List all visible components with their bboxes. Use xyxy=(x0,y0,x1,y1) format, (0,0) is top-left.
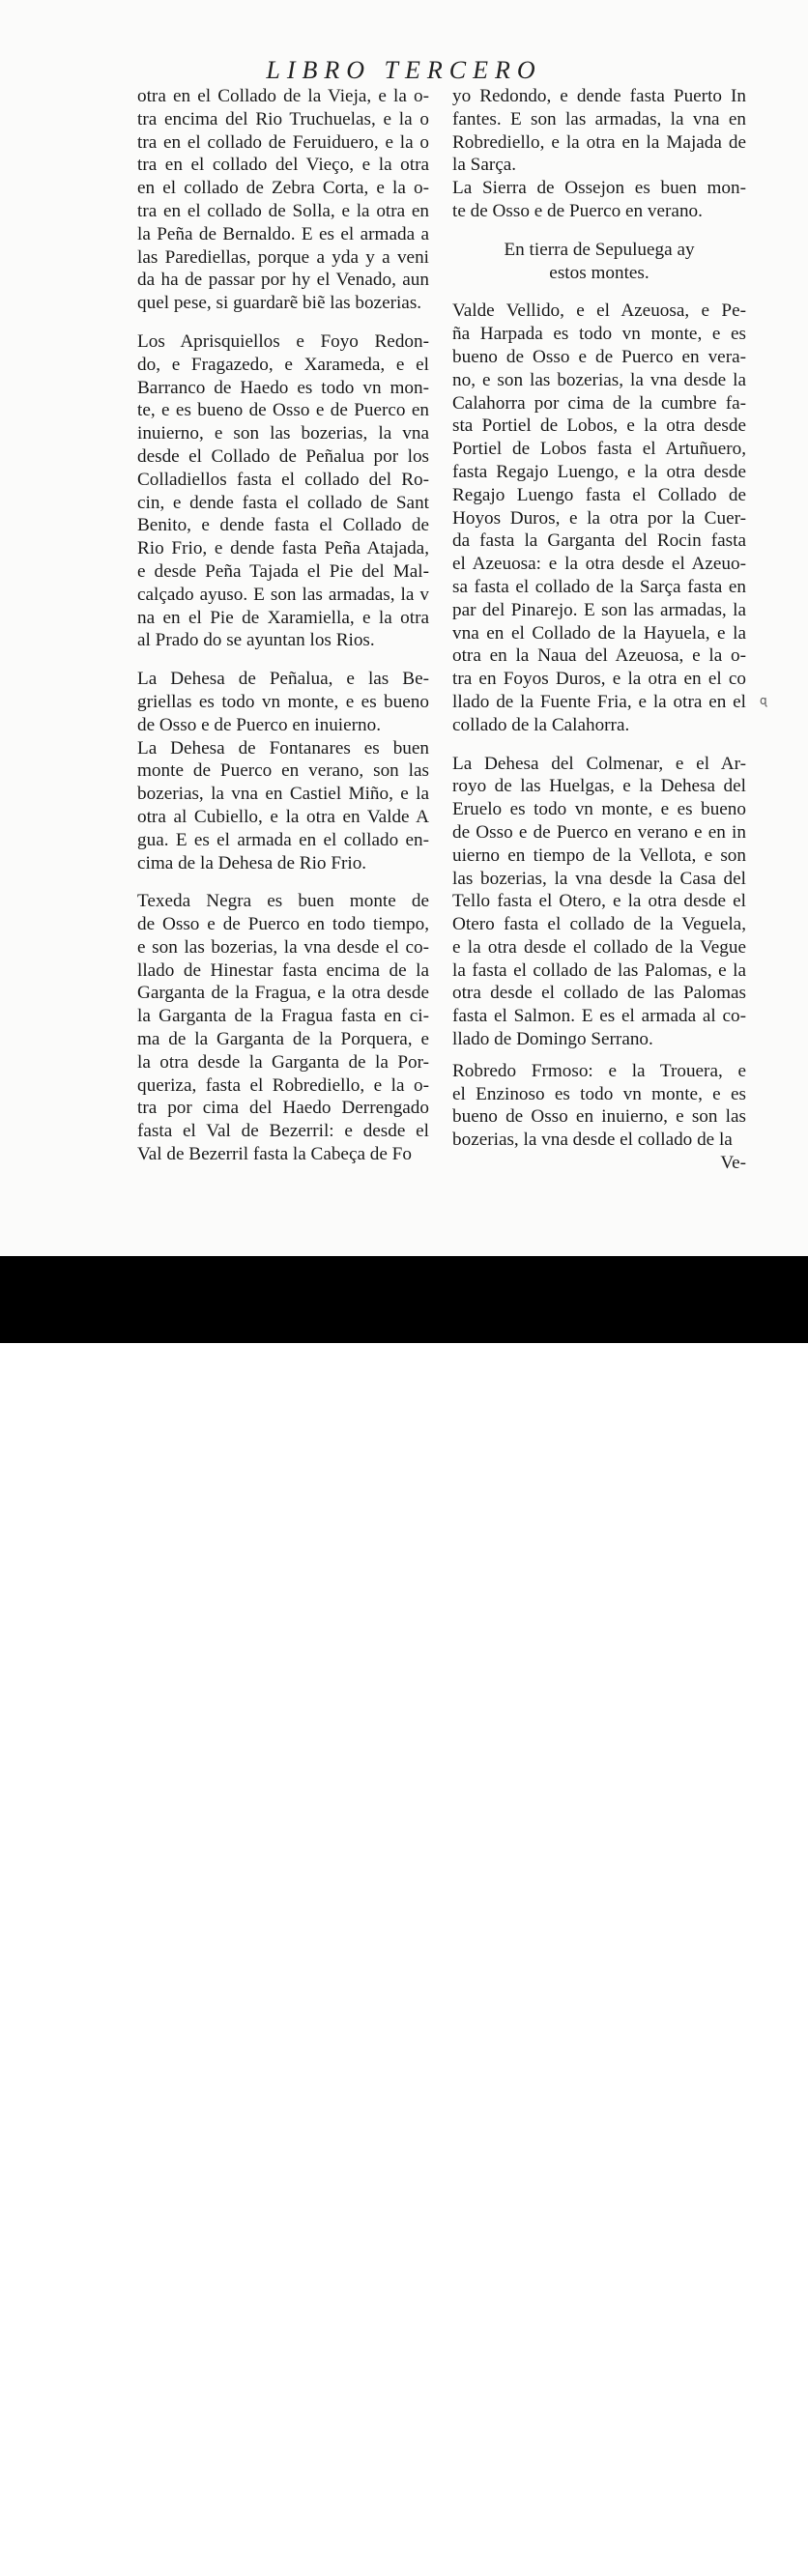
text-line: griellas es todo vn monte, e es bueno xyxy=(137,691,429,712)
text-line: Regajo Luengo fasta el Collado de xyxy=(452,484,746,505)
text-line: fasta el Salmon. E es el armada al co- xyxy=(452,1006,746,1027)
text-line: Robrediello, e la otra en la Majada de xyxy=(452,131,746,153)
text-line: monte de Puerco en verano, son las xyxy=(137,760,429,782)
text-line: la Sarça. xyxy=(452,155,517,176)
text-line: collado de la Calahorra. xyxy=(452,714,630,735)
text-line: de Osso e de Puerco en inuierno. xyxy=(137,714,382,735)
text-line: Calahorra por cima de la cumbre fa- xyxy=(452,392,746,414)
text-line: estos montes. xyxy=(549,262,649,283)
text-line: Texeda Negra es buen monte de xyxy=(137,891,429,912)
text-line: Tello fasta el Otero, e la otra desde el xyxy=(452,891,746,912)
text-line: do, e Fragazedo, e Xarameda, e el xyxy=(137,354,429,375)
text-line: tra por cima del Haedo Derrengado xyxy=(137,1098,429,1119)
text-line: otra en el Collado de la Vieja, e la o- xyxy=(137,86,429,106)
catchword: Ve- xyxy=(720,1153,746,1174)
text-line: otra en la Naua del Azeuosa, e la o- xyxy=(452,645,746,667)
text-line: Garganta de la Fragua, e la otra desde xyxy=(137,983,429,1004)
section-heading xyxy=(452,239,746,285)
text-line: ña Harpada es todo vn monte, e es xyxy=(452,324,746,345)
text-line: la fasta el collado de las Palomas, e la xyxy=(452,959,746,981)
text-line: otra desde el collado de las Palomas xyxy=(452,983,746,1004)
text-line: sta Portiel de Lobos, e la otra desde xyxy=(452,415,746,437)
paragraph xyxy=(452,177,746,223)
text-line: llado de la Fuente Fria, e la otra en el xyxy=(452,691,746,712)
text-line: e la otra desde el collado de la Vegue xyxy=(452,936,746,958)
text-line: da ha de passar por hy el Venado, aun xyxy=(137,270,429,291)
text-line: tra en el collado de Feruiduero, e la o xyxy=(137,131,429,153)
text-line: En tierra de Sepuluega ay xyxy=(504,239,695,260)
text-line: quel pese, si guardarẽ biẽ las bozerias. xyxy=(137,293,422,314)
text-line: Otero fasta el collado de la Veguela, xyxy=(452,914,746,935)
text-line: vna en el Collado de la Hayuela, e la xyxy=(452,622,746,644)
text-line: en el collado de Zebra Corta, e la o- xyxy=(137,178,429,199)
text-line: no, e son las bozerias, la vna desde la xyxy=(452,369,746,390)
text-line: la Garganta de la Fragua fasta en ci- xyxy=(137,1006,429,1027)
paragraph xyxy=(137,330,429,652)
left-column xyxy=(137,85,429,1166)
text-line: tra en el collado de Solla, e la otra en xyxy=(137,200,429,221)
text-line: yo Redondo, e dende fasta Puerto In xyxy=(452,86,746,106)
text-line: par del Pinarejo. E son las armadas, la xyxy=(452,599,746,620)
text-line: las bozerias, la vna desde la Casa del xyxy=(452,868,746,889)
text-line: tra en Foyos Duros, e la otra en el co xyxy=(452,669,746,690)
text-line: fantes. E son las armadas, la vna en xyxy=(452,108,746,129)
text-line: Val de Bezerril fasta la Cabeça de Fo xyxy=(137,1144,412,1165)
text-line: bueno de Osso en inuierno, e son las xyxy=(452,1106,746,1128)
text-line: inuierno, e son las bozerias, la vna xyxy=(137,423,429,444)
text-line: llado de Hinestar fasta encima de la xyxy=(137,959,429,981)
text-line: ma de la Garganta de la Porquera, e xyxy=(137,1029,429,1050)
text-line: Benito, e dende fasta el Collado de xyxy=(137,515,429,536)
text-line: bueno de Osso e de Puerco en vera- xyxy=(452,346,746,367)
text-line: royo de las Huelgas, e la Dehesa del xyxy=(452,776,746,797)
text-line: e desde Peña Tajada el Pie del Mal- xyxy=(137,560,429,582)
text-line: fasta Regajo Luengo, e la otra desde xyxy=(452,461,746,482)
paragraph xyxy=(137,668,429,736)
text-line: Robredo Frmoso: e la Trouera, e xyxy=(452,1060,746,1081)
text-line: Hoyos Duros, e la otra por la Cuer- xyxy=(452,507,746,529)
paragraph xyxy=(452,1060,746,1152)
text-line: otra al Cubiello, e la otra en Valde A xyxy=(137,806,429,827)
paragraph xyxy=(452,300,746,736)
text-line: tra encima del Rio Truchuelas, e la o xyxy=(137,108,429,129)
text-line: uierno en tiempo de la Vellota, e son xyxy=(452,844,746,866)
text-line: Portiel de Lobos fasta el Artuñuero, xyxy=(452,439,746,460)
paragraph xyxy=(137,890,429,1166)
text-line: la otra desde la Garganta de la Por- xyxy=(137,1051,429,1073)
text-line: na en el Pie de Xaramiella, e la otra xyxy=(137,607,429,628)
text-line: la Peña de Bernaldo. E es el armada a xyxy=(137,223,429,244)
book-page xyxy=(0,0,808,1256)
text-line: gua. E es el armada en el collado en- xyxy=(137,829,429,850)
text-line: te, e es bueno de Osso e de Puerco en xyxy=(137,400,429,421)
text-line: Valde Vellido, e el Azeuosa, e Pe- xyxy=(452,301,746,322)
text-line: La Dehesa de Peñalua, e las Be- xyxy=(137,669,429,690)
paragraph xyxy=(137,85,429,315)
text-line: sa fasta el collado de la Sarça fasta en xyxy=(452,576,746,597)
text-line: bozerias, la vna en Castiel Miño, e la xyxy=(137,784,429,805)
text-line: al Prado do se ayuntan los Rios. xyxy=(137,630,375,651)
text-line: calçado ayuso. E son las armadas, la v xyxy=(137,584,429,605)
text-line: fasta el Val de Bezerril: e desde el xyxy=(137,1121,429,1142)
site-url: www.alamy.com xyxy=(666,2559,783,2576)
watermark-bar xyxy=(0,1256,808,2576)
paragraph xyxy=(452,753,746,1051)
paragraph xyxy=(452,85,746,177)
running-head: LIBRO TERCERO xyxy=(266,56,542,84)
text-line: el Enzinoso es todo vn monte, e es xyxy=(452,1083,746,1104)
text-line: Eruelo es todo vn monte, e es bueno xyxy=(452,799,746,820)
text-line: e son las bozerias, la vna desde el co- xyxy=(137,936,429,958)
text-line: queriza, fasta el Robrediello, e la o- xyxy=(137,1074,429,1096)
text-line: Los Aprisquiellos e Foyo Redon- xyxy=(137,330,429,352)
text-line: llado de Domingo Serrano. xyxy=(452,1029,653,1050)
text-line: cin, e dende fasta el collado de Sant xyxy=(137,492,429,513)
text-line: bozerias, la vna desde el collado de la xyxy=(452,1130,733,1151)
text-line: cima de la Dehesa de Rio Frio. xyxy=(137,852,367,873)
text-line: el Azeuosa: e la otra desde el Azeuo- xyxy=(452,554,746,575)
text-line: las Parediellas, porque a yda y a veni xyxy=(137,246,429,268)
text-line: tra en el collado del Vieço, e la otra xyxy=(137,155,429,176)
text-line: da fasta la Garganta del Rocin fasta xyxy=(452,530,746,552)
text-line: de Osso e de Puerco en verano e en in xyxy=(452,821,746,843)
brand-logo: alamy xyxy=(46,2530,166,2572)
image-id: Image ID: K9528F xyxy=(618,2533,783,2553)
text-line: desde el Collado de Peñalua por los xyxy=(137,445,429,467)
stray-mark: ɋ xyxy=(760,694,767,707)
text-line: Colladiellos fasta el collado del Ro- xyxy=(137,469,429,490)
text-line: te de Osso e de Puerco en verano. xyxy=(452,200,703,221)
text-line: de Osso e de Puerco en todo tiempo, xyxy=(137,914,429,935)
paragraph xyxy=(137,737,429,875)
text-line: Rio Frio, e dende fasta Peña Atajada, xyxy=(137,538,429,559)
text-line: La Dehesa de Fontanares es buen xyxy=(137,737,429,758)
text-line: La Dehesa del Colmenar, e el Ar- xyxy=(452,753,746,774)
text-line: Barranco de Haedo es todo vn mon- xyxy=(137,377,429,398)
text-line: La Sierra de Ossejon es buen mon- xyxy=(452,178,746,199)
right-column xyxy=(452,85,746,1175)
